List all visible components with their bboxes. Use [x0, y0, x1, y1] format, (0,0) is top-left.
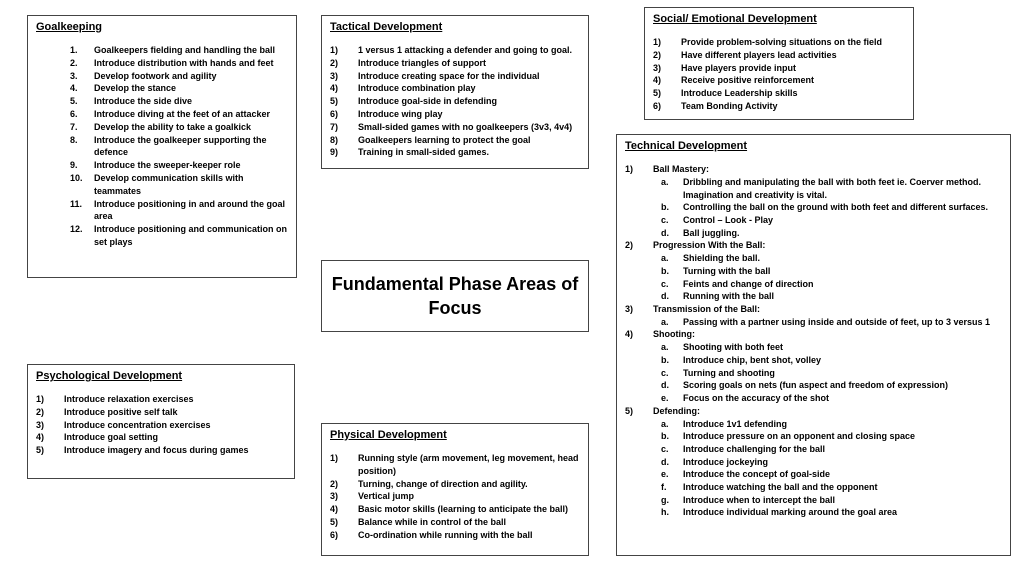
item-number: 6)	[330, 108, 339, 119]
sub-letter: c.	[661, 278, 669, 289]
item-text: Progression With the Ball:	[653, 240, 766, 251]
social-item	[653, 74, 905, 87]
item-text: Goalkeepers learning to protect the goal	[358, 134, 531, 145]
technical-sub-item	[625, 443, 1004, 456]
sub-letter: e.	[661, 469, 669, 480]
item-number: 1)	[625, 164, 634, 174]
physical-box	[321, 423, 589, 556]
sub-letter: c.	[661, 367, 669, 378]
sub-text: Dribbling and manipulating the ball with both feet ie. Coerver method. Imagination and creativity is vital.	[683, 176, 982, 200]
sub-text: Passing with a partner using inside and outside of feet, up to 3 versus 1	[683, 316, 991, 327]
tactical-item	[330, 134, 580, 147]
technical-sub-item	[625, 316, 1004, 329]
technical-sub-item	[625, 278, 1004, 291]
sub-letter: h.	[661, 507, 669, 518]
tactical-box	[321, 15, 589, 169]
item-text: Introduce distribution with hands and feet	[94, 57, 274, 68]
item-text: Team Bonding Activity	[681, 100, 778, 111]
sub-letter: d.	[661, 380, 669, 391]
sub-text: Introduce challenging for the ball	[683, 443, 826, 454]
sub-letter: a.	[661, 316, 669, 327]
technical-sub-item	[625, 456, 1004, 469]
item-number: 6.	[70, 108, 78, 119]
technical-group	[625, 303, 1004, 329]
technical-sub-item	[625, 227, 1004, 240]
technical-box	[616, 134, 1011, 556]
main-title-box	[321, 260, 589, 332]
item-text: Develop the ability to take a goalkick	[94, 121, 252, 132]
item-number: 3)	[625, 303, 634, 314]
item-text: Introduce wing play	[358, 108, 443, 119]
item-number: 5.	[70, 96, 78, 107]
tactical-item	[330, 82, 580, 95]
item-number: 4)	[330, 504, 339, 515]
item-number: 3)	[36, 419, 45, 430]
item-number: 5)	[625, 405, 634, 416]
item-text: Introduce positioning in and around the goal area	[94, 198, 285, 222]
item-text: Introduce imagery and focus during games	[64, 445, 249, 456]
social-item	[653, 62, 905, 75]
item-number: 2)	[653, 49, 662, 60]
physical-title: Physical Development	[330, 429, 447, 441]
sub-text: Controlling the ball on the ground with both feet and different surfaces.	[683, 202, 988, 213]
technical-sub-item	[625, 290, 1004, 303]
sub-text: Running with the ball	[683, 291, 774, 302]
sub-text: Turning and shooting	[683, 367, 775, 378]
sub-text: Introduce 1v1 defending	[683, 418, 788, 429]
item-number: 5)	[653, 88, 662, 99]
goalkeeping-item	[70, 70, 288, 83]
sub-text: Scoring goals on nets (fun aspect and freedom of expression)	[683, 380, 949, 391]
technical-sub-item	[625, 392, 1004, 405]
item-text: Introduce relaxation exercises	[64, 394, 194, 404]
goalkeeping-item	[70, 198, 288, 224]
item-text: Receive positive reinforcement	[681, 75, 815, 86]
physical-list	[330, 452, 580, 542]
sub-text: Turning with the ball	[683, 265, 771, 276]
technical-item	[625, 328, 1004, 341]
item-number: 2)	[625, 240, 634, 251]
technical-sub-item	[625, 367, 1004, 380]
item-text: Small-sided games with no goalkeepers (3v3, 4v4)	[358, 121, 573, 132]
item-text: Introduce diving at the feet of an attacker	[94, 108, 271, 119]
technical-sub-item	[625, 214, 1004, 227]
item-number: 3)	[330, 491, 339, 502]
item-text: Have different players lead activities	[681, 49, 837, 60]
social-item	[653, 36, 905, 49]
item-text: Introduce goal-side in defending	[358, 96, 498, 107]
sub-letter: c.	[661, 443, 669, 454]
item-number: 1)	[36, 394, 45, 404]
item-text: Introduce positioning and communication on set plays	[94, 224, 287, 247]
technical-item	[625, 239, 1004, 252]
item-number: 8)	[330, 134, 339, 145]
item-number: 9)	[330, 147, 339, 158]
item-text: Have players provide input	[681, 62, 797, 73]
psychological-item	[36, 393, 286, 406]
sub-letter: d.	[661, 291, 669, 302]
item-text: Ball Mastery:	[653, 164, 710, 174]
item-number: 5)	[330, 96, 339, 107]
technical-item	[625, 303, 1004, 316]
goalkeeping-item	[70, 223, 288, 249]
sub-letter: a.	[661, 418, 669, 429]
item-number: 8.	[70, 134, 78, 145]
item-text: Introduce the side dive	[94, 96, 193, 107]
goalkeeping-item	[70, 159, 288, 172]
sub-text: Shielding the ball.	[683, 253, 761, 264]
sub-text: Shooting with both feet	[683, 342, 783, 353]
item-number: 4)	[330, 83, 339, 94]
technical-group	[625, 405, 1004, 519]
technical-sub-list	[625, 418, 1004, 520]
item-text: 1 versus 1 attacking a defender and going to goal.	[358, 45, 573, 55]
tactical-item	[330, 146, 580, 159]
item-number: 1.	[70, 45, 78, 55]
physical-item	[330, 452, 580, 478]
item-number: 2)	[36, 406, 45, 417]
item-number: 5)	[330, 516, 339, 527]
item-text: Develop the stance	[94, 83, 177, 94]
item-text: Develop communication skills with teammates	[94, 172, 244, 196]
item-number: 2)	[330, 57, 339, 68]
tactical-item	[330, 44, 580, 57]
technical-sub-item	[625, 265, 1004, 278]
technical-sub-item	[625, 481, 1004, 494]
item-number: 1)	[330, 45, 339, 55]
tactical-list	[330, 44, 580, 159]
physical-item	[330, 490, 580, 503]
social-emotional-list	[653, 36, 905, 113]
item-text: Introduce the goalkeeper supporting the defence	[94, 134, 267, 158]
technical-sub-item	[625, 494, 1004, 507]
technical-list	[625, 163, 1004, 519]
item-text: Goalkeepers fielding and handling the ball	[94, 45, 276, 55]
physical-item	[330, 516, 580, 529]
psychological-item	[36, 431, 286, 444]
item-text: Basic motor skills (learning to anticipate the ball)	[358, 504, 569, 515]
social-emotional-title: Social/ Emotional Development	[653, 13, 817, 25]
item-number: 4)	[653, 75, 662, 86]
item-text: Introduce goal setting	[64, 432, 159, 443]
social-item	[653, 49, 905, 62]
item-number: 3.	[70, 70, 78, 81]
item-number: 1)	[653, 37, 662, 47]
technical-sub-item	[625, 354, 1004, 367]
tactical-item	[330, 70, 580, 83]
main-title: Fundamental Phase Areas of Focus	[331, 274, 579, 318]
physical-item	[330, 529, 580, 542]
sub-text: Introduce jockeying	[683, 456, 769, 467]
technical-sub-list	[625, 176, 1004, 240]
sub-letter: b.	[661, 265, 669, 276]
item-number: 12.	[70, 224, 83, 235]
item-number: 6)	[653, 100, 662, 111]
sub-letter: b.	[661, 431, 669, 442]
technical-sub-item	[625, 468, 1004, 481]
goalkeeping-item	[70, 108, 288, 121]
sub-text: Introduce individual marking around the goal area	[683, 507, 898, 518]
sub-letter: a.	[661, 176, 669, 187]
goalkeeping-item	[70, 172, 288, 198]
sub-letter: d.	[661, 227, 669, 238]
item-number: 6)	[330, 529, 339, 540]
item-text: Balance while in control of the ball	[358, 516, 507, 527]
item-text: Co-ordination while running with the ball	[358, 529, 533, 540]
item-text: Defending:	[653, 405, 700, 416]
sub-letter: g.	[661, 494, 669, 505]
goalkeeping-item	[70, 44, 288, 57]
sub-letter: d.	[661, 456, 669, 467]
item-text: Introduce concentration exercises	[64, 419, 211, 430]
goalkeeping-title: Goalkeeping	[36, 21, 103, 33]
item-text: Training in small-sided games.	[358, 147, 490, 158]
technical-sub-item	[625, 176, 1004, 201]
sub-letter: b.	[661, 202, 669, 213]
goalkeeping-item	[70, 82, 288, 95]
psychological-title: Psychological Development	[36, 370, 183, 382]
social-emotional-box	[644, 7, 914, 120]
sub-letter: e.	[661, 393, 669, 404]
item-text: Introduce combination play	[358, 83, 476, 94]
psychological-box	[27, 364, 295, 479]
sub-text: Control – Look - Play	[683, 214, 774, 225]
item-number: 3)	[330, 70, 339, 81]
technical-sub-item	[625, 418, 1004, 431]
tactical-title: Tactical Development	[330, 21, 443, 33]
item-number: 7)	[330, 121, 339, 132]
technical-sub-list	[625, 316, 1004, 329]
item-number: 2.	[70, 57, 78, 68]
item-text: Turning, change of direction and agility.	[358, 478, 528, 489]
physical-item	[330, 503, 580, 516]
item-number: 7.	[70, 121, 78, 132]
sub-text: Focus on the accuracy of the shot	[683, 393, 830, 404]
sub-text: Introduce when to intercept the ball	[683, 494, 836, 505]
item-text: Introduce Leadership skills	[681, 88, 798, 99]
technical-sub-item	[625, 379, 1004, 392]
item-text: Introduce the sweeper-keeper role	[94, 160, 241, 171]
sub-letter: f.	[661, 482, 667, 493]
sub-letter: a.	[661, 342, 669, 353]
tactical-item	[330, 57, 580, 70]
psychological-item	[36, 406, 286, 419]
technical-group	[625, 163, 1004, 239]
item-text: Develop footwork and agility	[94, 70, 217, 81]
technical-sub-list	[625, 341, 1004, 405]
sub-text: Introduce the concept of goal-side	[683, 469, 831, 480]
item-text: Shooting:	[653, 329, 695, 340]
item-number: 5)	[36, 445, 45, 456]
psychological-item	[36, 444, 286, 457]
item-number: 10.	[70, 172, 83, 183]
sub-text: Feints and change of direction	[683, 278, 814, 289]
technical-sub-item	[625, 252, 1004, 265]
technical-sub-item	[625, 341, 1004, 354]
item-text: Transmission of the Ball:	[653, 303, 761, 314]
item-number: 2)	[330, 478, 339, 489]
item-number: 3)	[653, 62, 662, 73]
technical-group	[625, 239, 1004, 303]
technical-title: Technical Development	[625, 140, 748, 152]
sub-text: Introduce watching the ball and the opponent	[683, 482, 878, 493]
physical-item	[330, 478, 580, 491]
tactical-item	[330, 95, 580, 108]
item-number: 4)	[36, 432, 45, 443]
technical-sub-item	[625, 430, 1004, 443]
technical-group	[625, 328, 1004, 404]
item-text: Running style (arm movement, leg movement, head position)	[358, 453, 579, 476]
item-text: Provide problem-solving situations on the field	[681, 37, 883, 47]
sub-letter: c.	[661, 214, 669, 225]
psychological-item	[36, 419, 286, 432]
item-number: 1)	[330, 453, 339, 463]
tactical-item	[330, 121, 580, 134]
technical-sub-list	[625, 252, 1004, 303]
goalkeeping-box	[27, 15, 297, 278]
item-number: 4)	[625, 329, 634, 340]
psychological-list	[36, 393, 286, 457]
item-text: Vertical jump	[358, 491, 415, 502]
social-item	[653, 100, 905, 113]
sub-letter: b.	[661, 354, 669, 365]
technical-item	[625, 163, 1004, 176]
technical-sub-item	[625, 201, 1004, 214]
sub-text: Ball juggling.	[683, 227, 740, 238]
item-text: Introduce creating space for the individual	[358, 70, 540, 81]
goalkeeping-item	[70, 121, 288, 134]
item-number: 11.	[70, 198, 83, 209]
technical-item	[625, 405, 1004, 418]
item-number: 9.	[70, 160, 78, 171]
item-text: Introduce triangles of support	[358, 57, 487, 68]
sub-letter: a.	[661, 253, 669, 264]
goalkeeping-item	[70, 95, 288, 108]
goalkeeping-item	[70, 134, 288, 160]
tactical-item	[330, 108, 580, 121]
sub-text: Introduce pressure on an opponent and closing space	[683, 431, 916, 442]
goalkeeping-item	[70, 57, 288, 70]
technical-sub-item	[625, 506, 1004, 519]
item-text: Introduce positive self talk	[64, 406, 178, 417]
social-item	[653, 87, 905, 100]
goalkeeping-list	[36, 44, 288, 249]
item-number: 4.	[70, 83, 78, 94]
sub-text: Introduce chip, bent shot, volley	[683, 354, 822, 365]
